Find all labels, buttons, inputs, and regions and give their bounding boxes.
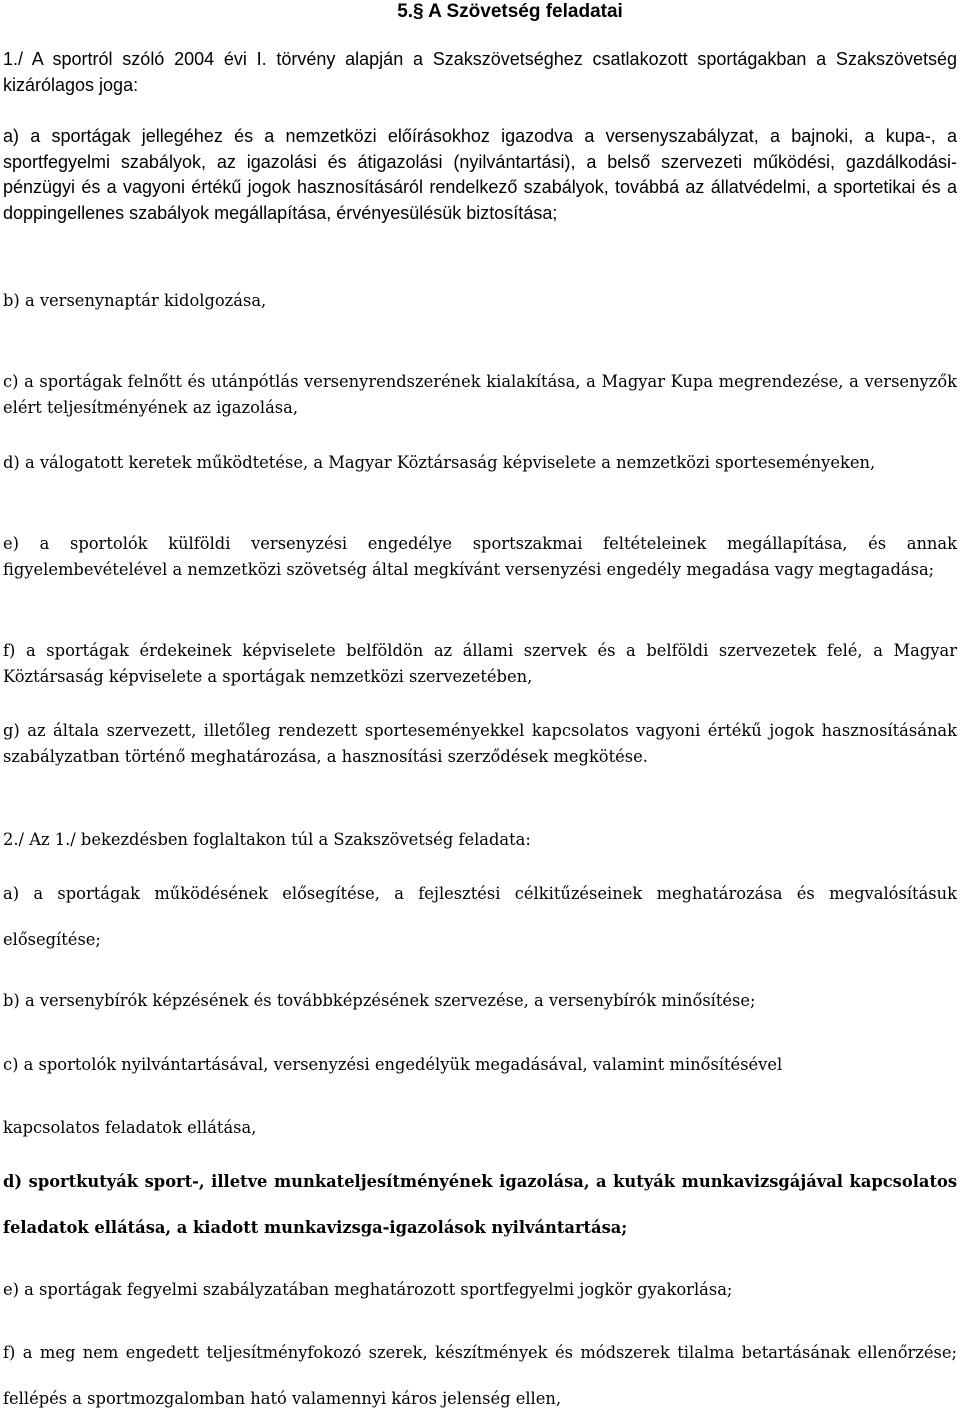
paragraph-2-item-a: a) a sportágak működésének elősegítése, a fejlesztési célkitűzéseinek meghatározása és megvalósításuk elősegítése;: [3, 884, 957, 949]
paragraph-2-item-e: e) a sportágak fegyelmi szabályzatában meghatározott sportfegyelmi jogkör gyakorlása;: [3, 1280, 733, 1299]
paragraph-2-item-d: d) sportkutyák sport-, illetve munkateljesítményének igazolása, a kutyák munkavizsgájával kapcsolatos feladatok ellátása, a kiadott munkavizsga-igazolások nyilvántartása;: [3, 1172, 957, 1237]
paragraph-2-item-f: f) a meg nem engedett teljesítményfokozó szerek, készítmények és módszerek tilalma betartásának ellenőrzése; fellépés a sportmozgalomban ható valamennyi káros jelenség ellen,: [3, 1343, 957, 1408]
paragraph-1-item-b: b) a versenynaptár kidolgozása,: [3, 291, 267, 310]
paragraph-2-item-c-continued: kapcsolatos feladatok ellátása,: [3, 1118, 257, 1137]
paragraph-1-item-d: d) a válogatott keretek működtetése, a Magyar Köztársaság képviselete a nemzetközi sporteseményeken,: [3, 453, 876, 472]
paragraph-1-item-a: a) a sportágak jellegéhez és a nemzetközi előírásokhoz igazodva a versenyszabályzat, a bajnoki, a kupa-, a sportfegyelmi szabályok, az igazolási és átigazolási (nyilvántartási), a belső szervezeti működési, gazdálkodási-pénzügyi és a vagyoni értékű jogok hasznosításáról rendelkező szabályok, továbbá az állatvédelmi, a sportetikai és a doppingellenes szabályok megállapítása, érvényesülésük biztosítása;: [3, 126, 957, 223]
paragraph-1-item-e: e) a sportolók külföldi versenyzési engedélye sportszakmai feltételeinek megállapítása, és annak figyelembevételével a nemzetközi szövetség által megkívánt versenyzési engedély megadása vagy megtagadása;: [3, 534, 957, 579]
paragraph-2-item-c: c) a sportolók nyilvántartásával, versenyzési engedélyük megadásával, valamint minősítésével: [3, 1055, 783, 1074]
paragraph-1-intro: 1./ A sportról szóló 2004 évi I. törvény alapján a Szakszövetséghez csatlakozott sportágakban a Szakszövetség kizárólagos joga:: [3, 49, 957, 95]
paragraph-1-item-g: g) az általa szervezett, illetőleg rendezett sporteseményekkel kapcsolatos vagyoni értékű jogok hasznosításának szabályzatban történő meghatározása, a hasznosítási szerződések megkötése.: [3, 721, 957, 766]
section-heading: 5.§ A Szövetség feladatai: [397, 1, 623, 22]
paragraph-2-item-b: b) a versenybírók képzésének és továbbképzésének szervezése, a versenybírók minősítése;: [3, 991, 756, 1010]
paragraph-1-item-f: f) a sportágak érdekeinek képviselete belföldön az állami szervek és a belföldi szervezetek felé, a Magyar Köztársaság képviselete a sportágak nemzetközi szervezetében,: [3, 641, 957, 686]
paragraph-2-intro: 2./ Az 1./ bekezdésben foglaltakon túl a Szakszövetség feladata:: [3, 830, 531, 849]
paragraph-1-item-c: c) a sportágak felnőtt és utánpótlás versenyrendszerének kialakítása, a Magyar Kupa megrendezése, a versenyzők elért teljesítményének az igazolása,: [3, 372, 957, 417]
